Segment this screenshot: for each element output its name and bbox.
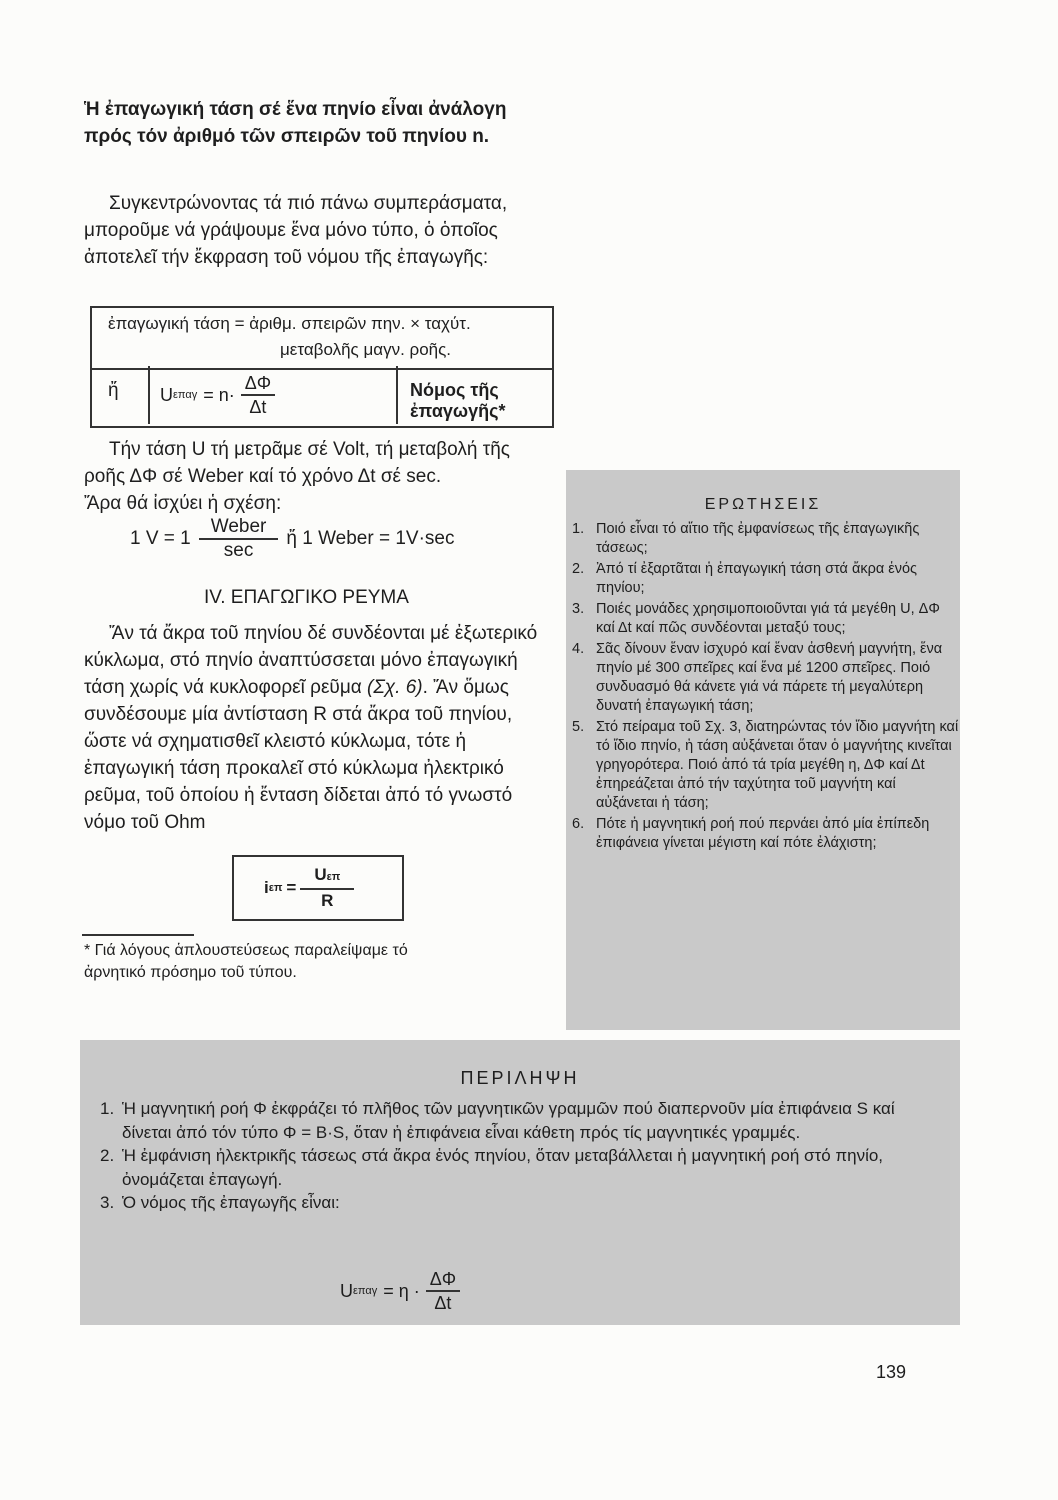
footnote: * Γιά λόγους ἁπλουστεύσεως παραλείψαμε τό ἀρνητικό πρόσημο τοῦ τύπου. bbox=[84, 942, 408, 981]
para-part-b: . Ἄν ὅμως συνδέσουμε μία ἀντίσταση R στά ἄκρα τοῦ πηνίου, ὥστε νά σχηματισθεῖ κλειστό κύκλωμα, τότε ἡ ἐπαγωγική τάση προκαλεῖ στό κύκλωμα ἠλεκτρικό ρεῦμα, τοῦ ὁποίου ἡ ἔνταση δίδεται ἀπό τό γνωστό νόμο τοῦ Ohm bbox=[84, 677, 513, 833]
units-paragraph: Τήν τάση U τή μετρᾶμε σέ Volt, τή μεταβολή τῆς ροῆς ΔΦ σέ Weber καί τό χρόνο Δt σέ sec. bbox=[84, 439, 510, 487]
ohm-eq: = bbox=[286, 878, 297, 897]
unit-numerator: Weber bbox=[199, 516, 279, 540]
summary-title: ΠΕΡΙΛΗΨΗ bbox=[460, 1068, 580, 1088]
eq-part: = n· bbox=[203, 384, 235, 405]
summary-u-subscript: επαγ bbox=[353, 1285, 378, 1297]
question-item: 2. Ἀπό τί ἐξαρτᾶται ἡ ἐπαγωγική τάση στά ἄκρα ἑνός πηνίου; bbox=[572, 561, 918, 596]
para-part-a: Ἄν τά ἄκρα τοῦ πηνίου δέ συνδέονται μέ ἐξωτερικό κύκλωμα, στό πηνίο ἀναπτύσσεται μόνο ἐπαγωγική τάση χωρίς νά κυκλοφορεῖ ρεῦμα bbox=[84, 623, 538, 698]
unit-left: 1 V = 1 bbox=[130, 528, 191, 549]
intro-paragraph: Συγκεντρώνοντας τά πιό πάνω συμπεράσματα, μποροῦμε νά γράψουμε ἕνα μόνο τύπο, ὁ ὁποῖος ἀποτελεῖ τήν ἔκφραση τοῦ νόμου τῆς ἐπαγωγῆς: bbox=[84, 193, 508, 268]
question-item: 5. Στό πείραμα τοῦ Σχ. 3, διατηρώντας τόν ἴδιο μαγνήτη καί τό ἴδιο πηνίο, ἡ τάση αὐξάνεται ὅταν ὁ μαγνήτης κινεῖται γρηγορότερα. Ποιό ἀπό τά τρία μεγέθη η, ΔΦ καί Δt ἐπηρεάζεται ἀπό τήν ταχύτητα τοῦ μαγνήτη καί αὐξάνεται ἡ τάση; bbox=[572, 719, 959, 811]
summary-denominator: Δt bbox=[434, 1293, 452, 1313]
summary-u-symbol: U bbox=[340, 1280, 353, 1301]
unit-right: ἤ 1 Weber = 1V·sec bbox=[286, 528, 455, 549]
summary-item: 3. Ὁ νόμος τῆς ἐπαγωγῆς εἶναι: bbox=[100, 1193, 340, 1212]
formula-words-line2: μεταβολῆς μαγν. ροῆς. bbox=[280, 340, 452, 359]
summary-fraction bbox=[426, 1268, 460, 1314]
section-heading: IV. ΕΠΑΓΩΓΙΚΟ ΡΕΥΜΑ bbox=[204, 587, 409, 608]
summary-formula bbox=[340, 1268, 460, 1314]
footnote-rule bbox=[82, 934, 194, 936]
questions-title: ΕΡΩΤΗΣΕΙΣ bbox=[704, 496, 822, 513]
u-symbol: U bbox=[160, 384, 173, 405]
summary-item: 1. Ἡ μαγνητική ροή Φ ἐκφράζει τό πλῆθος τῶν μαγνητικῶν γραμμῶν πού διαπερνοῦν μία ἐπιφάνεια S καί δίνεται ἀπό τόν τύπο Φ = B·S, ὅταν ἡ ἐπιφάνεια εἶναι κάθετη πρός τίς μαγνητικές γραμμές. bbox=[100, 1099, 895, 1142]
question-item: 3. Ποιές μονάδες χρησιμοποιοῦνται γιά τά μεγέθη U, ΔΦ καί Δt καί πῶς συνδέονται μεταξύ τους; bbox=[572, 601, 940, 636]
law-label: Νόμος τῆς ἐπαγωγῆς* bbox=[410, 380, 506, 421]
formula-box-words bbox=[90, 306, 554, 370]
summary-list bbox=[80, 1097, 960, 1215]
summary-numerator: ΔΦ bbox=[426, 1268, 460, 1292]
figure-reference: (Σχ. 6) bbox=[367, 677, 423, 698]
question-item: 6. Πότε ἡ μαγνητική ροή πού περνάει ἀπό μία ἐπίπεδη ἐπιφάνεια γίνεται μέγιστη καί πότε ἐλάχιστη; bbox=[572, 816, 930, 851]
unit-denominator: sec bbox=[223, 540, 254, 561]
ohm-formula-box bbox=[232, 855, 404, 921]
ohm-numerator: Uεπ bbox=[300, 864, 354, 890]
unit-fraction bbox=[199, 516, 279, 562]
unit-relation bbox=[130, 513, 454, 565]
summary-item: 2. Ἡ ἐμφάνιση ἠλεκτρικῆς τάσεως στά ἄκρα ἑνός πηνίου, ὅταν μεταβάλλεται ἡ μαγνητική ροή στό πηνίο, ὀνομάζεται ἐπαγωγή. bbox=[100, 1146, 884, 1189]
summary-panel bbox=[80, 1040, 960, 1325]
questions-panel bbox=[566, 470, 960, 1030]
summary-eq: = η · bbox=[383, 1280, 420, 1301]
induction-formula bbox=[148, 366, 398, 424]
formula-words-line1: ἐπαγωγική τάση = ἀριθμ. σπειρῶν πην. × ταχύτ. bbox=[108, 314, 471, 333]
u-subscript: επαγ bbox=[173, 389, 198, 401]
page-number: 139 bbox=[876, 1362, 907, 1382]
formula-box-symbolic bbox=[90, 366, 554, 428]
induced-current-paragraph bbox=[84, 620, 554, 836]
i-subscript: επ bbox=[268, 882, 283, 894]
law-statement: Ἡ ἐπαγωγική τάση σέ ἕνα πηνίο εἶναι ἀνάλογη πρός τόν ἀριθμό τῶν σπειρῶν τοῦ πηνίου n. bbox=[84, 99, 507, 147]
delta-fraction bbox=[241, 372, 275, 418]
questions-list bbox=[566, 520, 960, 853]
fraction-numerator: ΔΦ bbox=[241, 372, 275, 396]
question-item: 1. Ποιό εἶναι τό αἴτιο τῆς ἐμφανίσεως τῆς ἐπαγωγικῆς τάσεως; bbox=[572, 521, 920, 556]
or-label: ἤ bbox=[108, 380, 119, 401]
fraction-denominator: Δt bbox=[249, 397, 267, 417]
ohm-fraction bbox=[300, 864, 354, 912]
question-item: 4. Σᾶς δίνουν ἕναν ἰσχυρό καί ἕναν ἀσθενή μαγνήτη, ἕνα πηνίο μέ 300 σπεῖρες καί ἕνα μέ 1200 σπεῖρες. Ποιό συνδυασμό θά κάνετε γιά νά πάρετε τή μεγαλύτερη δυνατή ἐπαγωγική τάση; bbox=[572, 641, 943, 714]
relation-intro: Ἄρα θά ἰσχύει ἡ σχέση: bbox=[84, 493, 282, 514]
i-symbol: i bbox=[264, 878, 269, 897]
ohm-denominator: R bbox=[321, 891, 334, 910]
